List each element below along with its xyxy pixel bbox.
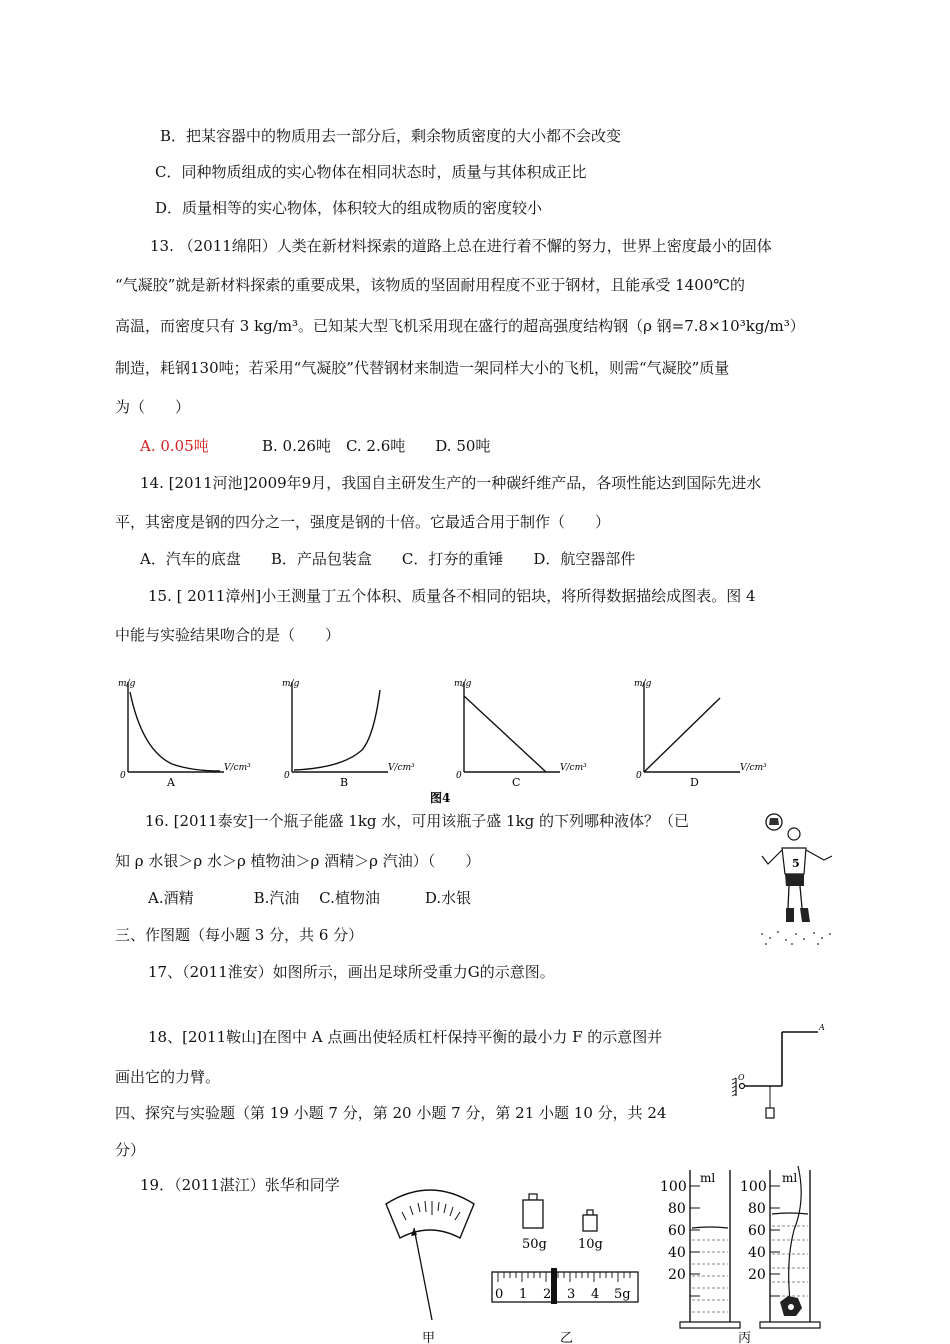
q15-line1: 15. [ 2011漳州]小王测量丁五个体积、质量各不相同的铝块，将所得数据描绘成图表。图 4 xyxy=(148,587,756,605)
cylinder-2-tick-40: 40 xyxy=(748,1245,766,1261)
ruler-label-3: 3 xyxy=(567,1287,576,1302)
balance-dial xyxy=(386,1190,474,1320)
graph-b-ylabel: m/g xyxy=(282,679,300,689)
graph-d xyxy=(634,679,767,789)
cylinder-2-tick-80: 80 xyxy=(748,1201,766,1217)
graph-b-origin: 0 xyxy=(284,771,290,781)
q18-line1: 18、[2011鞍山]在图中 A 点画出使轻质杠杆保持平衡的最小力 F 的示意图并 xyxy=(148,1028,663,1046)
lever-point-o: O xyxy=(738,1073,745,1082)
graph-c-ylabel: m/g xyxy=(454,679,472,689)
q13-line4: 制造，耗钢130吨；若采用“气凝胶”代替钢材来制造一架同样大小的飞机，则需“气凝胶”质量 xyxy=(115,359,730,377)
cylinder-1-tick-80: 80 xyxy=(668,1201,686,1217)
graph-d-label: D xyxy=(690,776,699,789)
graph-a-origin: 0 xyxy=(120,771,126,781)
weight-10g-icon xyxy=(583,1210,597,1231)
cylinder-1-tick-100: 100 xyxy=(660,1179,687,1195)
q14-line2: 平，其密度是钢的四分之一，强度是钢的十倍。它最适合用于制作（ ） xyxy=(115,513,611,531)
q16-options: A.酒精 B.汽油 C.植物油 D.水银 xyxy=(148,889,472,907)
graph-c-label: C xyxy=(512,776,521,789)
cylinder-1 xyxy=(660,1170,740,1328)
q14-options: A．汽车的底盘 B．产品包装盒 C．打夯的重锤 D．航空器部件 xyxy=(140,550,636,568)
q13-line2: “气凝胶”就是新材料探索的重要成果，该物质的坚固耐用程度不亚于钢材，且能承受 1400℃的 xyxy=(115,276,746,294)
q18-line2: 画出它的力臂。 xyxy=(115,1068,221,1086)
ruler-label-0: 0 xyxy=(495,1287,504,1302)
q13-line1: 13. （2011绵阳）人类在新材料探索的道路上总在进行着不懈的努力，世界上密度最小的固体 xyxy=(150,237,772,255)
ruler-label-2: 2 xyxy=(543,1287,552,1302)
figure-4-caption: 图4 xyxy=(430,791,451,805)
label-jia: 甲 xyxy=(422,1331,436,1344)
cylinder-2-unit: ml xyxy=(782,1171,798,1185)
graph-c-origin: 0 xyxy=(456,771,462,781)
football-player-figure xyxy=(752,808,842,948)
cylinder-1-tick-20: 20 xyxy=(668,1267,686,1283)
graph-d-ylabel: m/g xyxy=(634,679,652,689)
cylinder-2-tick-100: 100 xyxy=(740,1179,767,1195)
ruler-label-5g: 5g xyxy=(614,1287,631,1302)
rider-icon xyxy=(551,1268,557,1304)
weight-50g-label: 50g xyxy=(522,1237,547,1252)
q16-line2: 知 ρ 水银＞ρ 水＞ρ 植物油＞ρ 酒精＞ρ 汽油）（ ） xyxy=(115,852,481,870)
graph-c xyxy=(454,679,587,789)
balance-ruler xyxy=(492,1268,638,1304)
figure-19 xyxy=(378,1160,828,1344)
graph-d-origin: 0 xyxy=(636,771,642,781)
weight-10g-label: 10g xyxy=(578,1237,603,1252)
q17-text: 17、（2011淮安）如图所示，画出足球所受重力G的示意图。 xyxy=(148,963,555,981)
q16-line1: 16. [2011泰安]一个瓶子能盛 1kg 水，可用该瓶子盛 1kg 的下列哪种液体？（已 xyxy=(145,812,690,830)
q12-option-c: C．同种物质组成的实心物体在相同状态时，质量与其体积成正比 xyxy=(155,163,587,181)
player-head xyxy=(788,828,800,840)
q13-line5: 为（ ） xyxy=(115,398,191,416)
q14-line1: 14. [2011河池]2009年9月，我国自主研发生产的一种碳纤维产品，各项性能达到国际先进水 xyxy=(140,474,762,492)
graph-d-xlabel: V/cm³ xyxy=(740,763,767,773)
lever-figure xyxy=(730,1022,830,1142)
label-yi: 乙 xyxy=(560,1331,574,1344)
ruler-label-4: 4 xyxy=(591,1287,600,1302)
figure-4 xyxy=(112,670,792,810)
graph-a-label: A xyxy=(167,776,175,789)
player-number: 5 xyxy=(792,857,800,870)
graph-b xyxy=(282,679,415,789)
cylinder-1-tick-40: 40 xyxy=(668,1245,686,1261)
section-4-heading-line2: 分） xyxy=(115,1141,146,1159)
section-4-heading-line1: 四、探究与实验题（第 19 小题 7 分，第 20 小题 7 分，第 21 小题 10 分，共 24 xyxy=(115,1104,667,1122)
cylinder-2-tick-20: 20 xyxy=(748,1267,766,1283)
graph-b-label: B xyxy=(340,776,349,789)
q13-line3: 高温，而密度只有 3 kg/m³。已知某大型飞机采用现在盛行的超高强度结构钢（ρ 钢=7.8×10³kg/m³） xyxy=(115,317,805,335)
cylinder-1-tick-60: 60 xyxy=(668,1223,686,1239)
label-bing: 丙 xyxy=(738,1331,752,1344)
weight-50g-icon xyxy=(523,1194,543,1228)
graph-a xyxy=(118,679,251,789)
ruler-label-1: 1 xyxy=(519,1287,528,1302)
graph-c-xlabel: V/cm³ xyxy=(560,763,587,773)
q13-answer-a: A. 0.05吨 xyxy=(140,437,209,455)
graph-a-ylabel: m/g xyxy=(118,679,136,689)
q13-options-bcd: B. 0.26吨 C. 2.6吨 D. 50吨 xyxy=(262,437,491,455)
q19-text: 19．（2011湛江）张华和同学 xyxy=(140,1176,340,1194)
q15-line2: 中能与实验结果吻合的是（ ） xyxy=(115,626,341,644)
cylinder-2-tick-60: 60 xyxy=(748,1223,766,1239)
graph-a-xlabel: V/cm³ xyxy=(224,763,251,773)
lever-point-a: A xyxy=(819,1023,825,1032)
cylinder-1-unit: ml xyxy=(700,1171,716,1185)
q12-option-b: B．把某容器中的物质用去一部分后，剩余物质密度的大小都不会改变 xyxy=(160,127,622,145)
graph-b-xlabel: V/cm³ xyxy=(388,763,415,773)
cylinder-2 xyxy=(740,1166,820,1328)
q12-option-d: D．质量相等的实心物体，体积较大的组成物质的密度较小 xyxy=(155,199,543,217)
section-3-heading: 三、作图题（每小题 3 分，共 6 分） xyxy=(115,926,364,944)
